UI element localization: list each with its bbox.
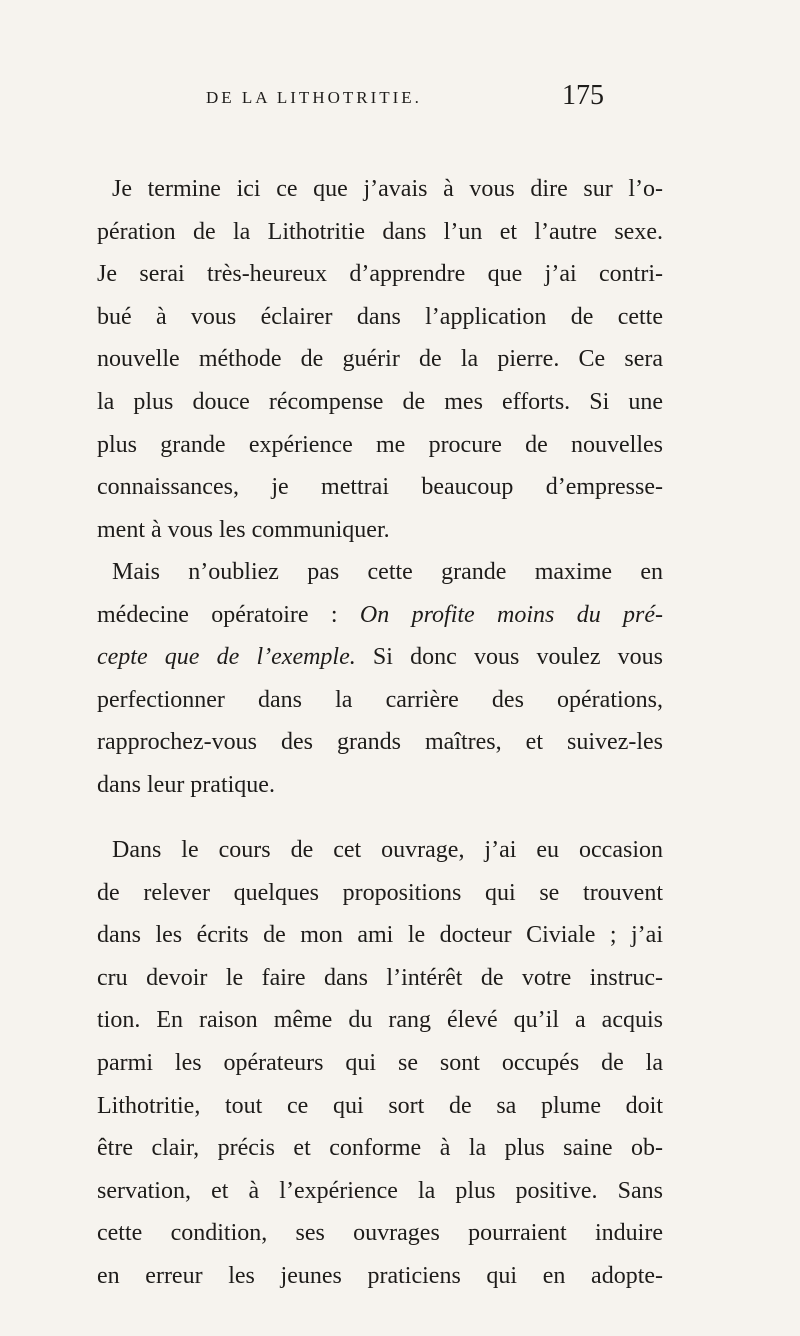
text-segment: Si donc vous voulez vous — [355, 644, 663, 671]
text-line: connaissances, je mettrai beaucoup d’empresse- — [97, 474, 663, 501]
text-line: Mais n’oubliez pas cette grande maxime en — [112, 559, 663, 585]
running-title: DE LA LITHOTRITIE. — [206, 88, 422, 107]
paragraph-3 — [97, 829, 663, 1298]
text-line: parmi les opérateurs qui se sont occupés de la — [97, 1049, 663, 1076]
text-line: être clair, précis et conforme à la plus saine ob- — [97, 1135, 663, 1162]
italic-quote: cepte que de l’exemple. — [97, 644, 356, 671]
text-line: de relever quelques propositions qui se trouvent — [97, 879, 663, 906]
text-line: la plus douce récompense de mes efforts. Si une — [97, 388, 663, 415]
text-line: cru devoir le faire dans l’intérêt de votre instruc- — [97, 964, 663, 991]
text-line: rapprochez-vous des grands maîtres, et suivez-les — [97, 729, 663, 756]
text-line: Lithotritie, tout ce qui sort de sa plume doit — [97, 1092, 663, 1119]
text-line: dans leur pratique. — [97, 771, 275, 798]
text-line: servation, et à l’expérience la plus positive. Sans — [97, 1177, 663, 1204]
text-line: tion. En raison même du rang élevé qu’il a acquis — [97, 1007, 663, 1034]
text-line: ment à vous les communiquer. — [97, 516, 390, 543]
paragraph-2 — [97, 551, 663, 807]
text-line — [97, 636, 663, 679]
italic-quote: On profite moins du pré- — [359, 601, 663, 628]
paragraph-1 — [97, 168, 663, 551]
text-line: Je termine ici ce que j’avais à vous dire sur l’o- — [112, 176, 663, 202]
text-line: perfectionner dans la carrière des opérations, — [97, 686, 663, 713]
text-line: bué à vous éclairer dans l’application de cette — [97, 303, 663, 330]
text-line: pération de la Lithotritie dans l’un et l’autre sexe. — [97, 218, 663, 245]
text-line: dans les écrits de mon ami le docteur Civiale ; j’ai — [97, 922, 663, 949]
text-line: nouvelle méthode de guérir de la pierre. Ce sera — [97, 346, 663, 373]
text-segment: médecine opératoire : — [97, 601, 360, 628]
text-line: en erreur les jeunes praticiens qui en adopte- — [97, 1262, 663, 1289]
page-number: 175 — [562, 80, 604, 111]
text-line: cette condition, ses ouvrages pourraient induire — [97, 1220, 663, 1247]
text-line: Dans le cours de cet ouvrage, j’ai eu occasion — [112, 837, 663, 863]
text-line: Je serai très-heureux d’apprendre que j’ai contri- — [97, 261, 663, 288]
text-line: plus grande expérience me procure de nouvelles — [97, 431, 663, 458]
running-head — [0, 80, 800, 114]
text-line — [97, 594, 663, 637]
